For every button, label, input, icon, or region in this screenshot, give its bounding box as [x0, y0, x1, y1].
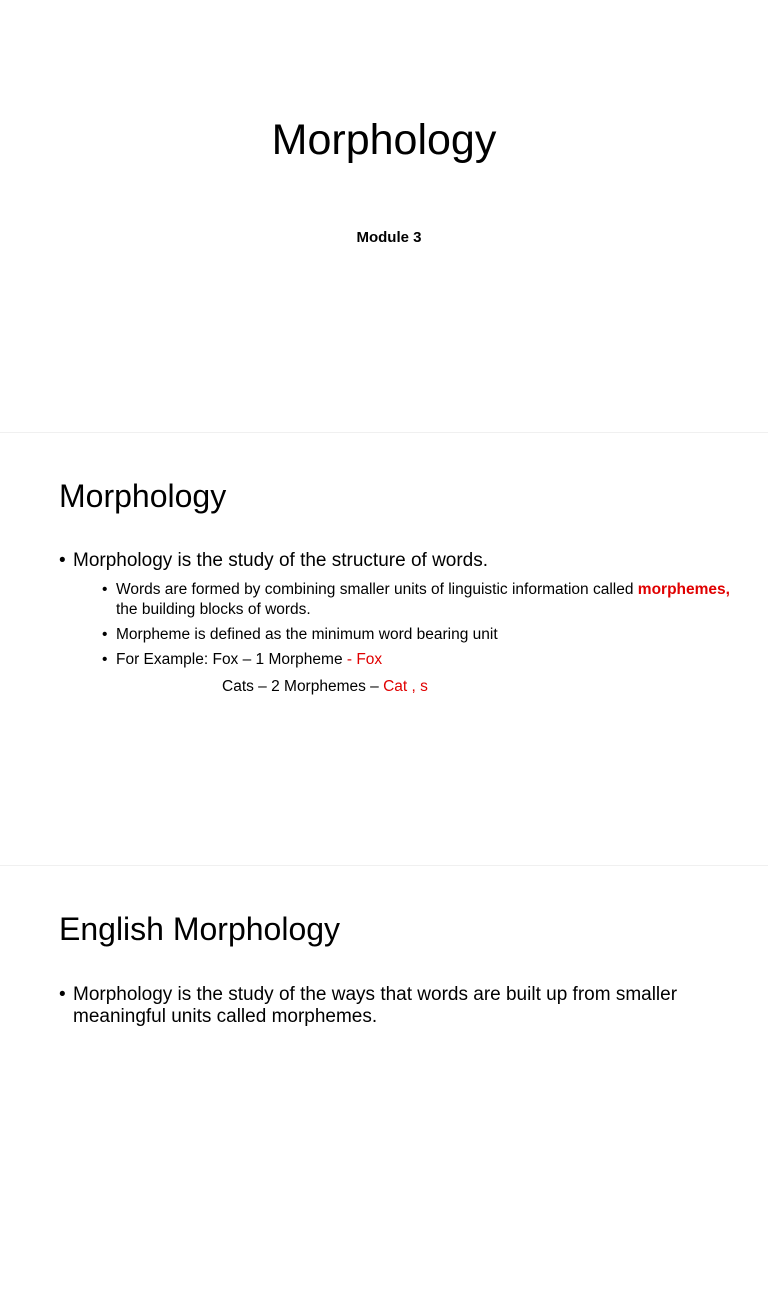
bullet-text: Morphology is the study of the structure of words. — [73, 550, 489, 571]
example-highlight: - Fox — [346, 651, 383, 668]
english-morphology-slide — [0, 866, 768, 1298]
example-line-2 — [116, 677, 739, 697]
bullet-item — [59, 984, 739, 1028]
bullet-item — [59, 550, 739, 697]
sub-bullet-item — [102, 650, 739, 697]
slide-subtitle: Module 3 — [356, 229, 422, 246]
slide-heading: English Morphology — [59, 911, 341, 947]
morphology-slide — [0, 433, 768, 865]
example-text: Cats – 2 Morphemes – — [222, 678, 384, 695]
bullet-list — [59, 550, 739, 702]
example-highlight: Cat , s — [383, 678, 428, 695]
sub-bullet-item — [102, 625, 739, 645]
sub-bullet-text: Words are formed by combining smaller units of linguistic information called — [116, 581, 638, 598]
title-slide — [0, 0, 768, 432]
highlight-term: morphemes, — [637, 581, 730, 598]
bullet-text: Morphology is the study of the ways that words are built up from smaller meaningful units called morphemes. — [73, 984, 678, 1027]
sub-bullet-list — [102, 580, 739, 697]
example-line: For Example: Fox – 1 Morpheme — [116, 651, 347, 668]
sub-bullet-item — [102, 580, 739, 620]
slide-heading: Morphology — [59, 478, 227, 514]
slide-title: Morphology — [271, 116, 497, 164]
sub-bullet-text: Morpheme is defined as the minimum word bearing unit — [116, 626, 498, 643]
bullet-list — [59, 984, 739, 1028]
sub-bullet-text: the building blocks of words. — [116, 601, 311, 618]
